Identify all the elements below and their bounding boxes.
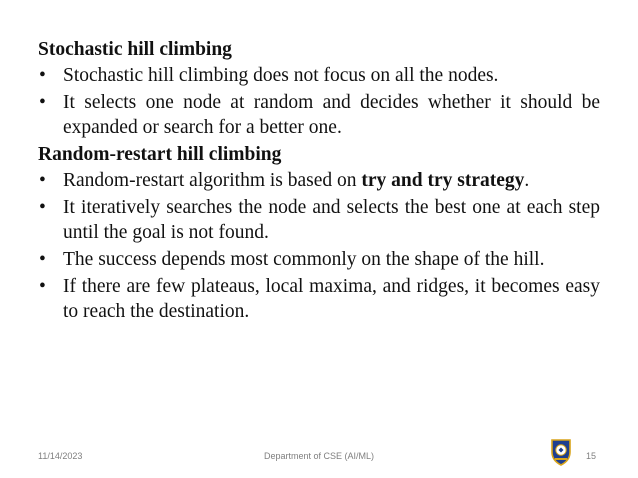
bullet-item: • If there are few plateaus, local maxima, and ridges, it becomes easy to reach the destination.: [38, 274, 600, 324]
bullet-text: .: [524, 170, 530, 191]
institution-crest-icon: [550, 438, 572, 466]
bullet-item: [38, 168, 600, 193]
random-restart-bullet-list: [38, 168, 600, 324]
bullet-text: Random-restart algorithm is based on: [63, 170, 362, 191]
heading-stochastic-hill-climbing: Stochastic hill climbing: [38, 39, 232, 60]
bullet-emphasis: try and try strategy: [361, 170, 525, 191]
bullet-item: • The success depends most commonly on the shape of the hill.: [38, 247, 600, 272]
footer-date: 11/14/2023: [38, 451, 83, 461]
footer-department: Department of CSE (AI/ML): [263, 451, 375, 461]
heading-random-restart-hill-climbing: Random-restart hill climbing: [38, 144, 282, 165]
bullet-item: • It iteratively searches the node and selects the best one at each step until the goal is not found.: [38, 195, 600, 245]
bullet-item: • It selects one node at random and decides whether it should be expanded or search for a better one.: [38, 90, 600, 140]
slide-content: [38, 37, 600, 326]
stochastic-bullet-list: [38, 63, 600, 140]
footer-page-number: 15: [585, 451, 596, 461]
bullet-item: • Stochastic hill climbing does not focus on all the nodes.: [38, 63, 600, 88]
